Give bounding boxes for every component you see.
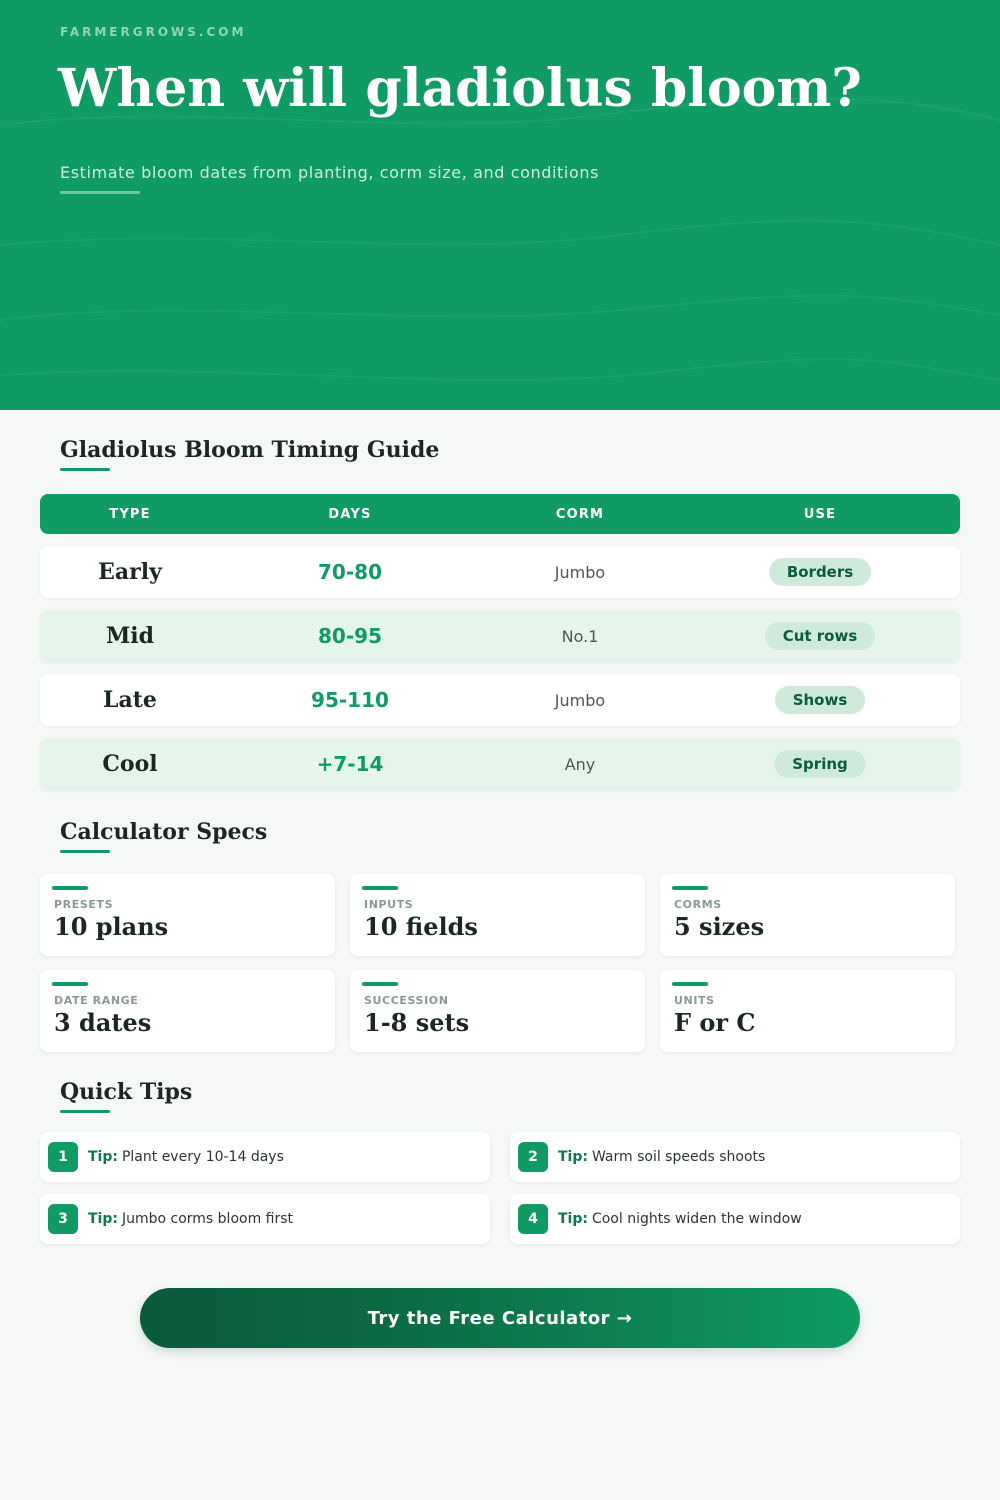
spec-card-inputs <box>350 874 645 956</box>
card-accent-bar <box>52 886 88 890</box>
row-days: +7-14 <box>316 752 384 776</box>
row-use-badge: Shows <box>775 686 866 714</box>
table-header <box>40 494 960 534</box>
row-type: Late <box>103 687 157 713</box>
tip-prefix: Tip: <box>88 1149 118 1165</box>
row-type: Mid <box>105 623 155 649</box>
spec-value: 1-8 sets <box>364 1008 470 1037</box>
tip-prefix: Tip: <box>88 1211 118 1227</box>
row-corm: Jumbo <box>554 562 606 582</box>
card-accent-bar <box>672 886 708 890</box>
spec-value: 10 plans <box>54 912 169 941</box>
row-type: Early <box>98 559 162 585</box>
spec-label: INPUTS <box>364 898 414 911</box>
table-row <box>40 546 960 598</box>
tip-card <box>40 1194 490 1244</box>
card-accent-bar <box>362 982 398 986</box>
page-title: When will gladiolus bloom? <box>58 58 862 119</box>
spec-value: 5 sizes <box>674 912 765 941</box>
spec-card-date-range <box>40 970 335 1052</box>
spec-label: SUCCESSION <box>364 994 449 1007</box>
column-header-type: TYPE <box>109 506 151 522</box>
table-row <box>40 738 960 790</box>
spec-label: PRESETS <box>54 898 114 911</box>
spec-card-units <box>660 970 955 1052</box>
row-days: 95-110 <box>311 688 389 712</box>
table-row <box>40 674 960 726</box>
tip-text: Jumbo corms bloom first <box>121 1211 294 1227</box>
tip-card <box>510 1194 960 1244</box>
spec-card-succession <box>350 970 645 1052</box>
row-type: Cool <box>102 751 158 777</box>
column-header-corm: CORM <box>555 506 605 522</box>
tips-title-underline <box>60 1110 110 1113</box>
spec-card-presets <box>40 874 335 956</box>
tip-prefix: Tip: <box>558 1211 588 1227</box>
column-header-use: USE <box>803 506 837 522</box>
spec-value: 10 fields <box>364 912 478 941</box>
tip-text: Cool nights widen the window <box>591 1211 802 1227</box>
tips-title: Quick Tips <box>60 1079 193 1105</box>
spec-label: DATE RANGE <box>54 994 139 1007</box>
row-corm: Any <box>564 754 596 774</box>
row-corm: No.1 <box>561 626 599 646</box>
spec-value: F or C <box>674 1008 756 1037</box>
page-subtitle: Estimate bloom dates from planting, corm size, and conditions <box>60 163 600 182</box>
guide-title-underline <box>60 468 110 471</box>
tip-card <box>40 1132 490 1182</box>
spec-card-corms <box>660 874 955 956</box>
spec-label: CORMS <box>674 898 722 911</box>
row-use-badge: Spring <box>774 750 866 778</box>
tip-text: Warm soil speeds shoots <box>591 1149 766 1165</box>
site-brand[interactable]: FARMERGROWS.COM <box>60 25 247 39</box>
guide-title: Gladiolus Bloom Timing Guide <box>60 437 440 463</box>
spec-label: UNITS <box>674 994 715 1007</box>
row-days: 80-95 <box>318 624 382 648</box>
tip-text: Plant every 10-14 days <box>121 1149 284 1165</box>
card-accent-bar <box>52 982 88 986</box>
tip-number-badge: 1 <box>48 1142 78 1172</box>
hero-underline <box>60 191 140 194</box>
tip-number-badge: 2 <box>518 1142 548 1172</box>
tip-number-badge: 3 <box>48 1204 78 1234</box>
row-corm: Jumbo <box>554 690 606 710</box>
specs-title: Calculator Specs <box>60 819 268 845</box>
hero-banner <box>0 0 1000 410</box>
card-accent-bar <box>362 886 398 890</box>
tip-card <box>510 1132 960 1182</box>
specs-title-underline <box>60 850 110 853</box>
row-days: 70-80 <box>318 560 382 584</box>
card-accent-bar <box>672 982 708 986</box>
column-header-days: DAYS <box>328 506 372 522</box>
spec-value: 3 dates <box>54 1008 152 1037</box>
tip-number-badge: 4 <box>518 1204 548 1234</box>
tip-prefix: Tip: <box>558 1149 588 1165</box>
table-row <box>40 610 960 662</box>
row-use-badge: Cut rows <box>765 622 876 650</box>
try-calculator-button[interactable]: Try the Free Calculator → <box>140 1288 860 1348</box>
row-use-badge: Borders <box>769 558 871 586</box>
